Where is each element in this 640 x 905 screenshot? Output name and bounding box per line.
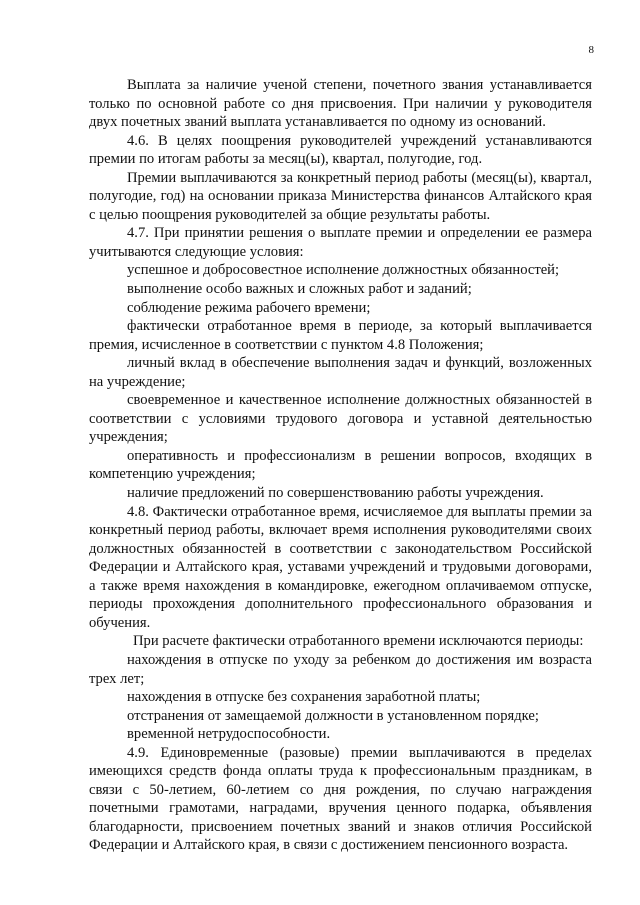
condition-item: успешное и добросовестное исполнение должностных обязанностей; bbox=[127, 262, 560, 279]
exclusion-item: временной нетрудоспособности. bbox=[127, 726, 331, 743]
page-number: 8 bbox=[588, 44, 594, 56]
condition-item: личный вклад в обеспечение выполнения задач и функций, возложенных на учреждение; bbox=[89, 355, 592, 390]
paragraph-4-7: 4.7. При принятии решения о выплате премии и определении ее размера учитываются следующие условия: bbox=[89, 225, 592, 260]
condition-item: своевременное и качественное исполнение должностных обязанностей в соответствии с условиями трудового договора и уставной деятельностью учреждения; bbox=[89, 392, 592, 446]
condition-item: выполнение особо важных и сложных работ и заданий; bbox=[127, 281, 472, 298]
document-body bbox=[89, 76, 592, 855]
paragraph-bonus-basis: Премии выплачиваются за конкретный период работы (месяц(ы), квартал, полугодие, год) на основании приказа Министерства финансов Алтайского края с целью поощрения руководителей за общие результаты работы. bbox=[89, 169, 592, 223]
condition-item: соблюдение режима рабочего времени; bbox=[127, 299, 371, 316]
paragraph-degree-payment: Выплата за наличие ученой степени, почетного звания устанавливается только по основной работе со дня присвоения. При наличии у руководителя двух почетных званий выплата устанавливается по одному из оснований. bbox=[89, 77, 592, 131]
paragraph-4-6: 4.6. В целях поощрения руководителей учреждений устанавливаются премии по итогам работы за месяц(ы), квартал, полугодие, год. bbox=[89, 132, 592, 168]
condition-item: фактически отработанное время в периоде, за который выплачивается премия, исчисленное в соответствии с пунктом 4.8 Положения; bbox=[89, 318, 592, 353]
paragraph-4-9: 4.9. Единовременные (разовые) премии выплачиваются в пределах имеющихся средств фонда оплаты труда к профессиональным праздникам, в связи с 50-летием, 60-летием со дня рождения, по случаю награждения почетными грамотами, наградами, вручения ценного подарка, объявления благодарности, присвоением почетных званий и знаков отличия Российской Федерации и Алтайского края, в связи с достижением пенсионного возраста. bbox=[89, 744, 592, 854]
exclusion-item: нахождения в отпуске по уходу за ребенком до достижения им возраста трех лет; bbox=[89, 651, 592, 687]
paragraph-exclusions: При расчете фактически отработанного времени исключаются периоды: bbox=[133, 633, 584, 650]
exclusion-item: отстранения от замещаемой должности в установленном порядке; bbox=[127, 707, 539, 724]
exclusion-item: нахождения в отпуске без сохранения заработной платы; bbox=[127, 689, 481, 706]
condition-item: наличие предложений по совершенствованию работы учреждения. bbox=[127, 485, 544, 502]
condition-item: оперативность и профессионализм в решении вопросов, входящих в компетенцию учреждения; bbox=[89, 447, 592, 483]
paragraph-4-8: 4.8. Фактически отработанное время, исчисляемое для выплаты премии за конкретный период работы, включает время исполнения руководителями своих должностных обязанностей в соответствии с законодательством Российской Федерации и Алтайского края, уставами учреждений и трудовыми договорами, а также время нахождения в командировке, ежегодном оплачиваемом отпуске, периоды прохождения дополнительного профессионального образования и обучения. bbox=[89, 503, 592, 631]
